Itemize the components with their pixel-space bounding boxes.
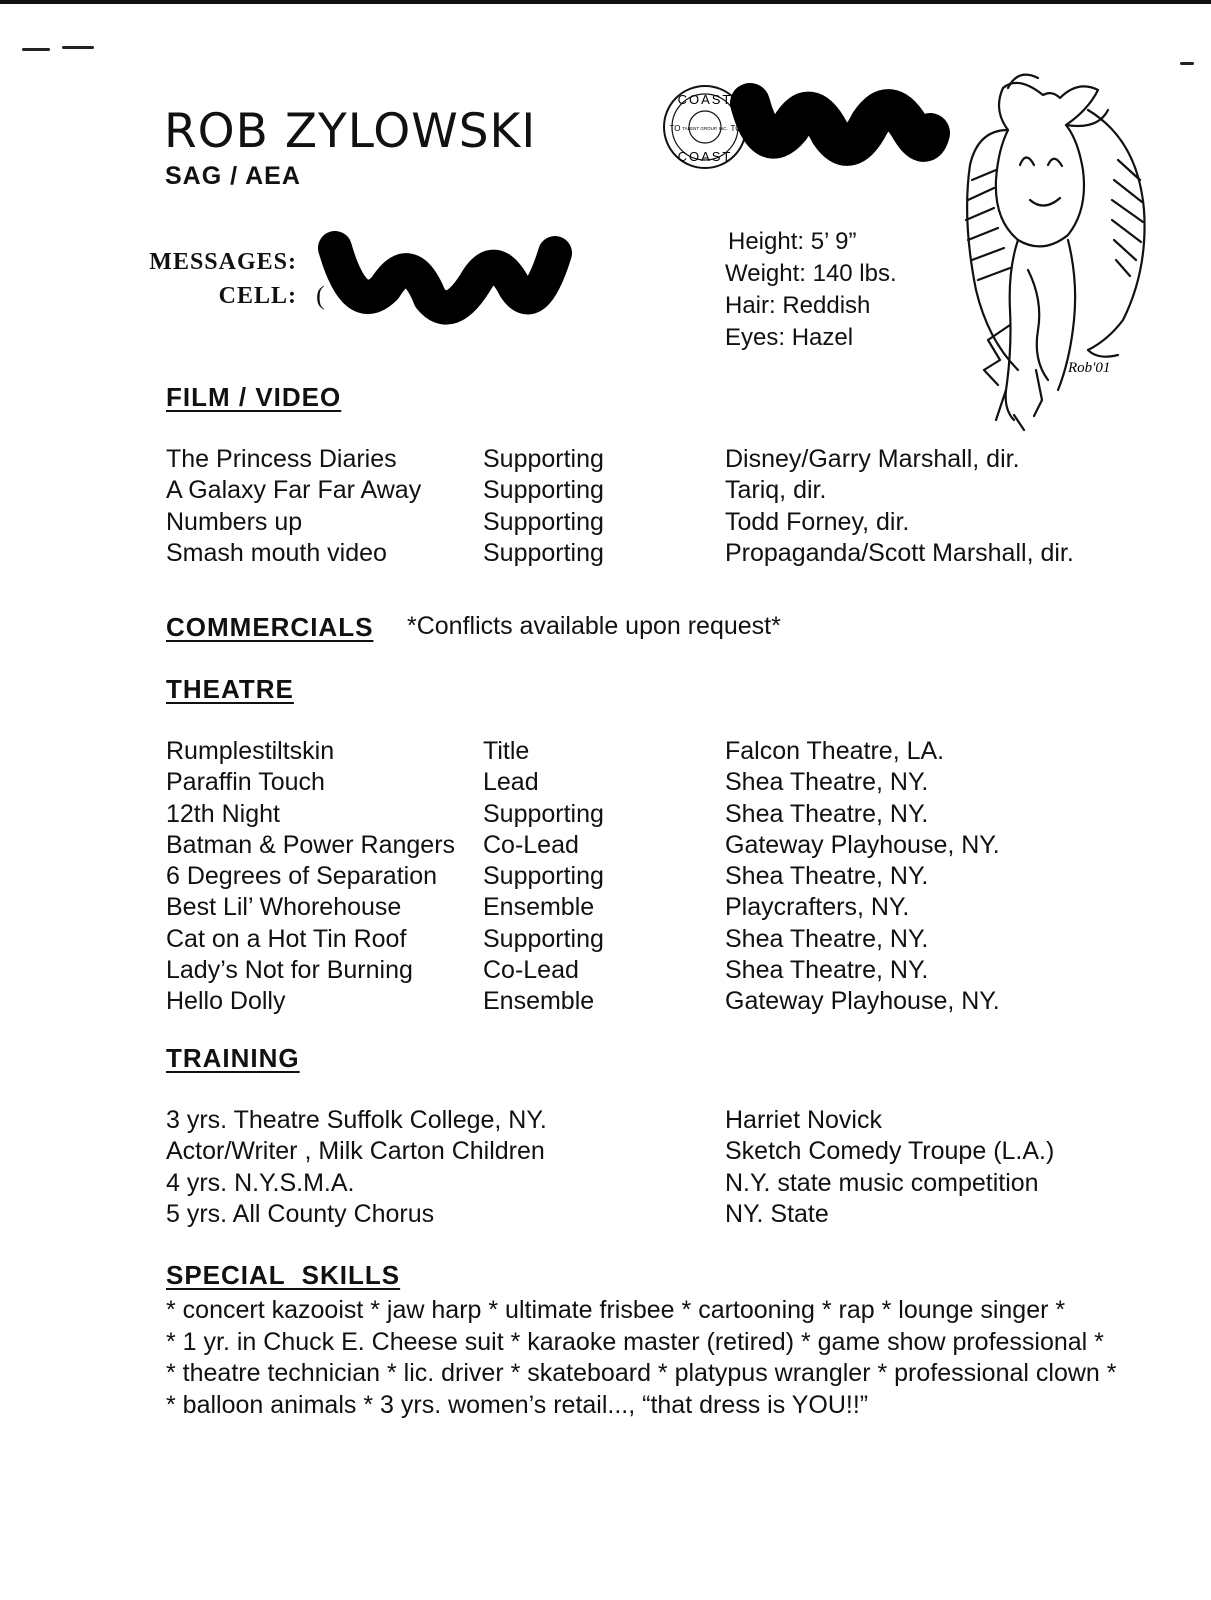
film-heading: FILM / VIDEO	[166, 382, 342, 412]
stat-hair: Hair: Reddish	[725, 292, 871, 319]
theatre-credit: Shea Theatre, NY.	[725, 799, 929, 828]
theatre-role: Co-Lead	[483, 830, 579, 859]
cell-prefix: (	[316, 281, 325, 310]
commercials-note: *Conflicts available upon request*	[407, 612, 781, 640]
messages-label: MESSAGES:	[149, 249, 297, 275]
cartoon-drawing	[948, 70, 1153, 440]
theatre-title: Batman & Power Rangers	[166, 830, 456, 859]
top-edge-line	[0, 0, 1211, 4]
logo-top-text: COAST	[677, 92, 733, 107]
theatre-credit: Shea Theatre, NY.	[725, 956, 929, 985]
scan-mark	[62, 46, 94, 49]
theatre-title: 6 Degrees of Separation	[166, 862, 438, 891]
stat-eyes: Eyes: Hazel	[725, 324, 854, 351]
skills-line: * 1 yr. in Chuck E. Cheese suit * karaoke master (retired) * game show professional *	[166, 1327, 1104, 1356]
theatre-credit: Shea Theatre, NY.	[725, 924, 929, 953]
stat-weight: Weight: 140 lbs.	[725, 260, 897, 287]
scan-mark	[1180, 62, 1194, 65]
theatre-title: Hello Dolly	[166, 987, 286, 1016]
theatre-role: Title	[483, 737, 530, 765]
skills-heading: SPECIAL SKILLS	[166, 1260, 401, 1290]
union-affiliations: SAG / AEA	[165, 162, 301, 190]
theatre-role: Ensemble	[483, 987, 595, 1016]
training-detail: NY. State	[725, 1199, 829, 1228]
film-title: Smash mouth video	[166, 538, 387, 567]
film-title: Numbers up	[166, 507, 303, 536]
theatre-title: Rumplestiltskin	[166, 737, 335, 765]
redaction-phone	[315, 228, 575, 328]
training-item: 4 yrs. N.Y.S.M.A.	[166, 1168, 355, 1197]
theatre-role: Ensemble	[483, 893, 595, 922]
logo-right-text: TO	[730, 124, 742, 133]
training-item: 5 yrs. All County Chorus	[166, 1199, 435, 1228]
theatre-credit: Falcon Theatre, LA.	[725, 737, 945, 765]
redaction-agency	[730, 78, 950, 168]
theatre-role: Supporting	[483, 799, 604, 828]
skills-line: * concert kazooist * jaw harp * ultimate frisbee * cartooning * rap * lounge singer *	[166, 1296, 1066, 1324]
film-credit: Todd Forney, dir.	[725, 507, 910, 536]
commercials-heading: COMMERCIALS	[166, 612, 374, 642]
theatre-credit: Playcrafters, NY.	[725, 893, 910, 922]
theatre-role: Co-Lead	[483, 956, 579, 985]
theatre-credit: Shea Theatre, NY.	[725, 862, 929, 891]
skills-line: * theatre technician * lic. driver * skateboard * platypus wrangler * professional clown *	[166, 1359, 1117, 1387]
logo-bottom-text: COAST	[677, 149, 733, 164]
theatre-title: Lady’s Not for Burning	[166, 956, 413, 985]
film-credit: Tariq, dir.	[725, 476, 827, 505]
theatre-role: Lead	[483, 768, 539, 797]
cell-label: CELL:	[218, 283, 297, 309]
theatre-title: 12th Night	[166, 799, 280, 828]
theatre-credit: Shea Theatre, NY.	[725, 768, 929, 797]
theatre-title: Paraffin Touch	[166, 768, 325, 797]
physical-stats	[725, 226, 897, 354]
film-role: Supporting	[483, 445, 604, 473]
cartoon-signature: Rob'01	[1068, 360, 1111, 376]
skills-line: * balloon animals * 3 yrs. women’s retail..., “that dress is YOU!!”	[166, 1390, 869, 1419]
training-item: 3 yrs. Theatre Suffolk College, NY.	[166, 1106, 547, 1134]
logo-left-text: TO	[669, 124, 681, 133]
stat-height: Height: 5’ 9”	[728, 228, 857, 255]
film-credit: Propaganda/Scott Marshall, dir.	[725, 538, 1074, 567]
training-detail: N.Y. state music competition	[725, 1168, 1039, 1197]
training-detail: Harriet Novick	[725, 1106, 882, 1134]
film-role: Supporting	[483, 476, 604, 505]
actor-name: ROB ZYLOWSKI	[164, 104, 537, 159]
theatre-credit: Gateway Playhouse, NY.	[725, 830, 1000, 859]
theatre-role: Supporting	[483, 924, 604, 953]
cell-suffix: 8	[536, 276, 550, 307]
theatre-title: Best Lil’ Whorehouse	[166, 893, 402, 922]
skills-list	[166, 1295, 1117, 1421]
training-heading: TRAINING	[166, 1043, 300, 1073]
film-title: The Princess Diaries	[166, 445, 397, 473]
training-detail: Sketch Comedy Troupe (L.A.)	[725, 1137, 1055, 1166]
film-title: A Galaxy Far Far Away	[166, 476, 422, 505]
theatre-credit: Gateway Playhouse, NY.	[725, 987, 1000, 1016]
film-role: Supporting	[483, 538, 604, 567]
logo-center-text: TALENT GROUP, INC.	[682, 126, 728, 131]
theatre-title: Cat on a Hot Tin Roof	[166, 924, 407, 953]
scan-mark	[22, 48, 50, 51]
film-role: Supporting	[483, 507, 604, 536]
theatre-role: Supporting	[483, 862, 604, 891]
theatre-heading: THEATRE	[166, 674, 294, 704]
training-item: Actor/Writer , Milk Carton Children	[166, 1137, 545, 1166]
film-credit: Disney/Garry Marshall, dir.	[725, 445, 1020, 473]
